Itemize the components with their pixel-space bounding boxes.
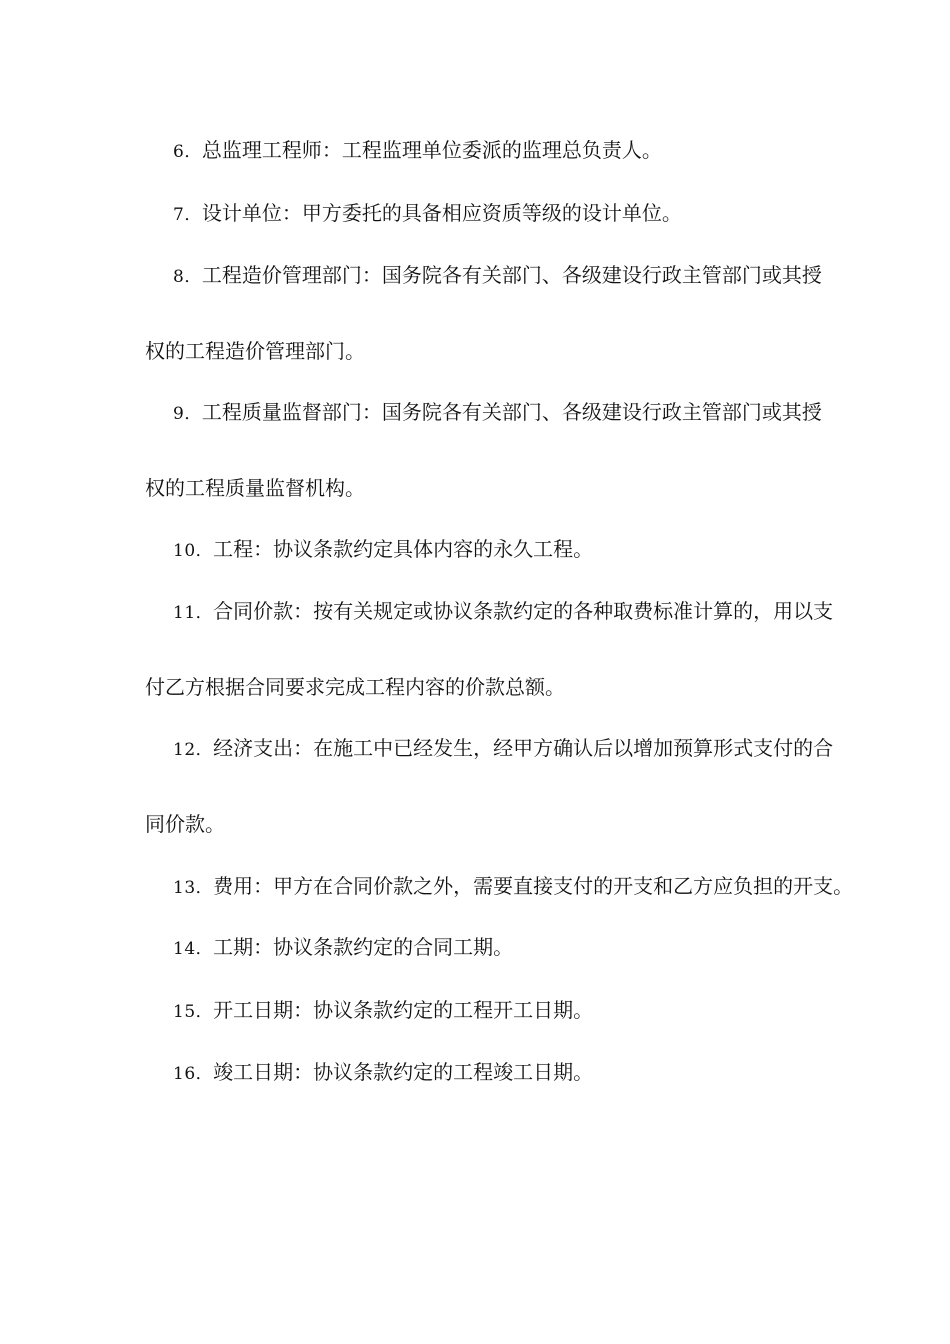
list-item: [0, 997, 950, 1025]
list-item: [0, 735, 950, 763]
item-number: 7．: [173, 205, 202, 225]
item-number: 9．: [173, 404, 202, 424]
item-text: 付乙方根据合同要求完成工程内容的价款总额。: [145, 675, 565, 699]
list-item: [0, 262, 950, 290]
item-text: 工程造价管理部门：国务院各有关部门、各级建设行政主管部门或其授: [201, 263, 822, 287]
item-number: 14．: [173, 939, 214, 959]
item-text: 工程质量监督部门：国务院各有关部门、各级建设行政主管部门或其授: [201, 400, 822, 424]
item-text: 工期：协议条款约定的合同工期。: [213, 935, 514, 959]
item-number: 15．: [173, 1002, 214, 1022]
list-item: [0, 873, 950, 901]
item-text: 同价款。: [145, 812, 225, 836]
item-text: 权的工程造价管理部门。: [145, 339, 365, 363]
list-item: [0, 536, 950, 564]
item-number: 13．: [173, 878, 214, 898]
list-item: [0, 399, 950, 427]
list-item: [0, 934, 950, 962]
item-number: 8．: [173, 267, 202, 287]
list-item: [0, 200, 950, 228]
list-item-continuation: [0, 811, 950, 837]
list-item-continuation: [0, 338, 950, 364]
item-text: 权的工程质量监督机构。: [145, 476, 365, 500]
item-text: 经济支出：在施工中已经发生，经甲方确认后以增加预算形式支付的合: [213, 736, 834, 760]
list-item: [0, 598, 950, 626]
list-item: [0, 137, 950, 165]
list-item: [0, 1059, 950, 1087]
item-text: 总监理工程师：工程监理单位委派的监理总负责人。: [201, 138, 662, 162]
item-text: 合同价款：按有关规定或协议条款约定的各种取费标准计算的，用以支: [213, 599, 834, 623]
item-text: 开工日期：协议条款约定的工程开工日期。: [213, 998, 594, 1022]
item-text: 竣工日期：协议条款约定的工程竣工日期。: [213, 1060, 594, 1084]
item-text: 设计单位：甲方委托的具备相应资质等级的设计单位。: [201, 201, 682, 225]
item-number: 16．: [173, 1064, 214, 1084]
item-text: 工程：协议条款约定具体内容的永久工程。: [213, 537, 594, 561]
list-item-continuation: [0, 674, 950, 700]
item-number: 10．: [173, 541, 214, 561]
item-number: 12．: [173, 740, 214, 760]
item-number: 6．: [173, 142, 202, 162]
item-number: 11．: [173, 603, 214, 623]
item-text: 费用：甲方在合同价款之外，需要直接支付的开支和乙方应负担的开支。: [213, 874, 854, 898]
list-item-continuation: [0, 475, 950, 501]
